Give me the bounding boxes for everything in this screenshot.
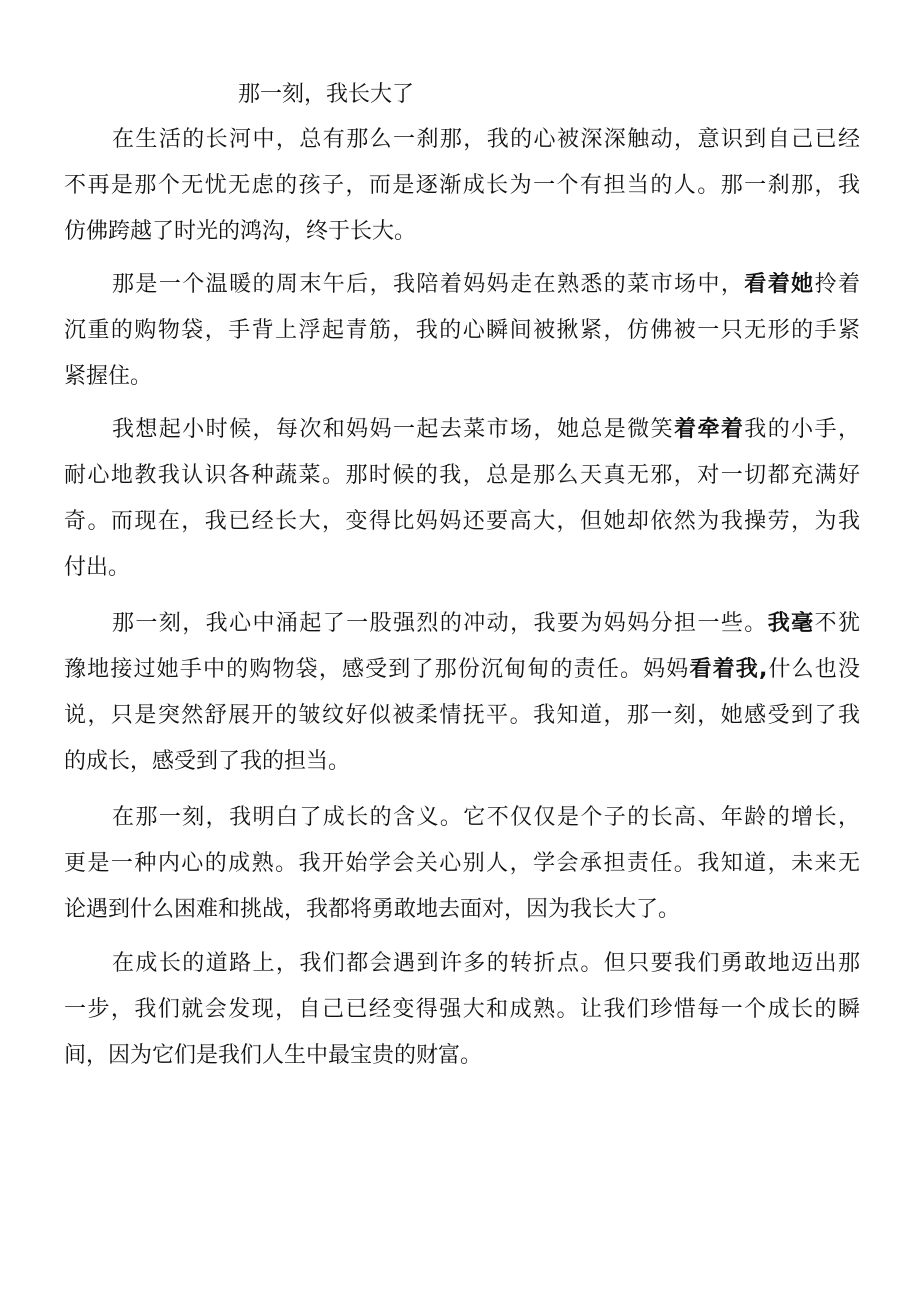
text-line: 奇。而现在，我已经长大，变得比妈妈还要高大，但她却依然为我操劳，为我 xyxy=(64,509,860,534)
bold-text: 着牵着 xyxy=(674,417,745,442)
text-line: 紧握住。 xyxy=(64,364,153,389)
text-line: 那是一个温暖的周末午后，我陪着妈妈走在熟悉的菜市场中，看着她拎着 xyxy=(112,272,860,297)
text-line: 在那一刻，我明白了成长的含义。它不仅仅是个子的长高、年龄的增长， xyxy=(112,805,860,830)
text-line: 一步，我们就会发现，自己已经变得强大和成熟。让我们珍惜每一个成长的瞬 xyxy=(64,997,860,1022)
paragraph-2 xyxy=(64,262,860,400)
text-line: 耐心地教我认识各种蔬菜。那时候的我，总是那么天真无邪，对一切都充满好 xyxy=(64,463,860,488)
bold-text: 看着她 xyxy=(744,272,815,297)
paragraph-5 xyxy=(64,795,860,933)
text-line: 仿佛跨越了时光的鸿沟，终于长大。 xyxy=(64,219,417,244)
paragraph-1 xyxy=(64,117,860,255)
text-line: 付出。 xyxy=(64,555,131,580)
bold-text: 我毫 xyxy=(767,611,815,636)
text-line: 说，只是突然舒展开的皱纹好似被柔情抚平。我知道，那一刻，她感受到了我 xyxy=(64,703,860,728)
paragraph-6 xyxy=(64,941,860,1079)
text-line: 论遇到什么困难和挑战，我都将勇敢地去面对，因为我长大了。 xyxy=(64,897,681,922)
paragraph-4 xyxy=(64,601,860,785)
text-line: 沉重的购物袋，手背上浮起青筋，我的心瞬间被揪紧，仿佛被一只无形的手紧 xyxy=(64,318,860,343)
text-line: 不再是那个无忧无虑的孩子，而是逐渐成长为一个有担当的人。那一刹那，我 xyxy=(64,173,860,198)
text-line: 我想起小时候，每次和妈妈一起去菜市场，她总是微笑着牵着我的小手， xyxy=(112,417,860,442)
text-line: 豫地接过她手中的购物袋，感受到了那份沉甸甸的责任。妈妈看着我,什么也没 xyxy=(64,657,860,682)
paragraph-3 xyxy=(64,407,860,591)
bold-text: 看着我, xyxy=(689,657,768,682)
text-line: 那一刻，我心中涌起了一股强烈的冲动，我要为妈妈分担一些。我毫不犹 xyxy=(112,611,860,636)
text-line: 在生活的长河中，总有那么一刹那，我的心被深深触动，意识到自己已经 xyxy=(112,127,860,152)
text-line: 在成长的道路上，我们都会遇到许多的转折点。但只要我们勇敢地迈出那 xyxy=(112,951,860,976)
text-line: 的成长，感受到了我的担当。 xyxy=(64,749,351,774)
text-line: 更是一种内心的成熟。我开始学会关心别人，学会承担责任。我知道，未来无 xyxy=(64,851,860,876)
text-line: 间，因为它们是我们人生中最宝贵的财富。 xyxy=(64,1043,483,1068)
document-title: 那一刻，我长大了 xyxy=(238,82,415,107)
